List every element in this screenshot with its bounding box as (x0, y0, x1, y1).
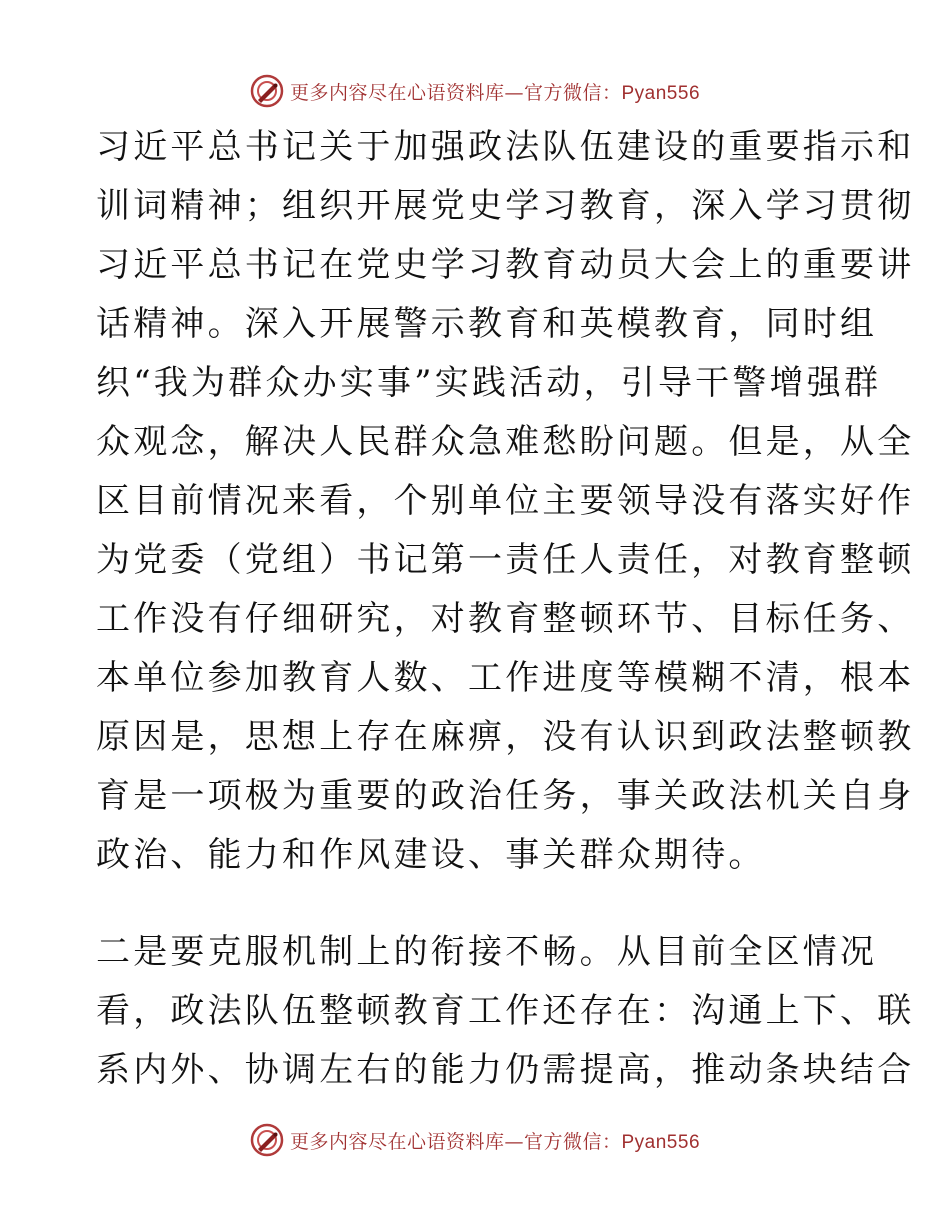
brand-logo-icon (250, 74, 284, 108)
paragraph-spacer (96, 885, 856, 923)
text-line: 织“我为群众办实事”实践活动，引导干警增强群 (96, 363, 882, 403)
paragraph-2 (96, 923, 915, 1100)
text-line: 育是一项极为重要的政治任务，事关政法机关自身 (96, 776, 915, 816)
text-line: 本单位参加教育人数、工作进度等模糊不清，根本 (96, 658, 915, 698)
header-watermark-text (290, 78, 700, 105)
text-line: 二是要克服机制上的衔接不畅。从目前全区情况 (96, 932, 878, 972)
footer-watermark-text (290, 1127, 700, 1154)
text-line: 系内外、协调左右的能力仍需提高，推动条块结合 (96, 1050, 915, 1090)
footer-watermark (0, 1120, 950, 1160)
text-line: 原因是，思想上存在麻痹，没有认识到政法整顿教 (96, 717, 915, 757)
footer-watermark-label: 更多内容尽在心语资料库—官方微信： (289, 1130, 622, 1153)
text-line: 训词精神；组织开展党史学习教育，深入学习贯彻 (96, 186, 915, 226)
text-line: 工作没有仔细研究，对教育整顿环节、目标任务、 (96, 599, 915, 639)
text-line: 看，政法队伍整顿教育工作还存在：沟通上下、联 (96, 991, 915, 1031)
paragraph-1 (96, 118, 915, 885)
header-wechat-id: Pyan556 (621, 82, 701, 104)
header-watermark-label: 更多内容尽在心语资料库—官方微信： (289, 81, 622, 104)
text-line: 习近平总书记在党史学习教育动员大会上的重要讲 (96, 245, 915, 285)
text-line: 众观念，解决人民群众急难愁盼问题。但是，从全 (96, 422, 915, 462)
footer-wechat-id: Pyan556 (621, 1131, 701, 1153)
header-watermark (0, 71, 950, 111)
text-line: 话精神。深入开展警示教育和英模教育，同时组 (96, 304, 878, 344)
text-line: 区目前情况来看，个别单位主要领导没有落实好作 (96, 481, 915, 521)
brand-logo-icon (250, 1123, 284, 1157)
text-line: 为党委（党组）书记第一责任人责任，对教育整顿 (96, 540, 915, 580)
text-line: 习近平总书记关于加强政法队伍建设的重要指示和 (96, 127, 915, 167)
text-line: 政治、能力和作风建设、事关群众期待。 (96, 835, 766, 875)
document-body (96, 118, 915, 1100)
